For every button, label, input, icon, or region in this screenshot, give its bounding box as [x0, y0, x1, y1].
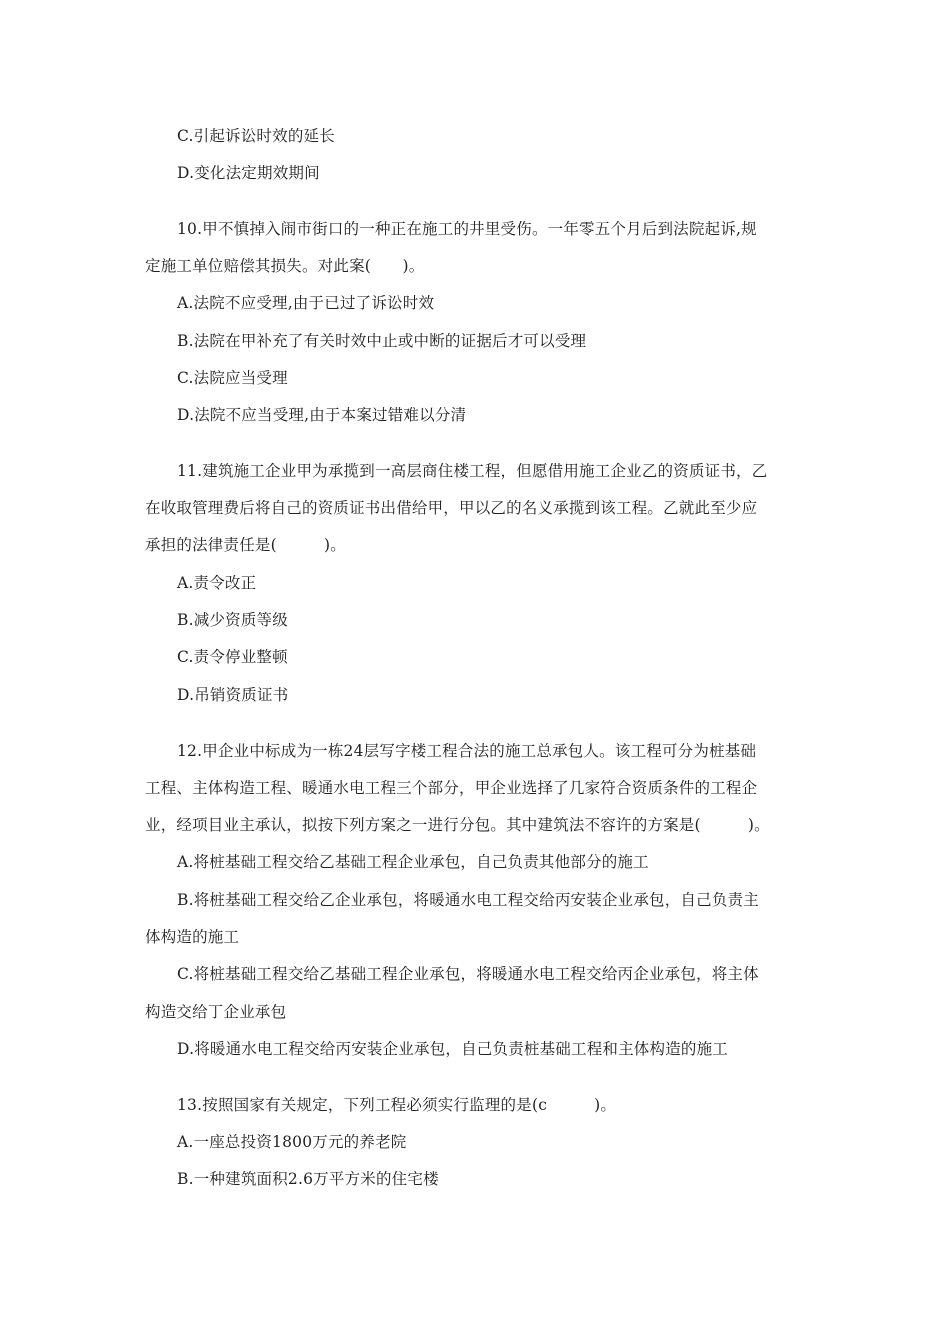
q11-option-b: B.减少资质等级: [177, 611, 288, 629]
q12-stem-line-2: 工程、主体构造工程、暖通水电工程三个部分，甲企业选择了几家符合资质条件的工程企: [145, 779, 758, 797]
q12-option-b-line-1: B.将桩基础工程交给乙企业承包，将暖通水电工程交给丙安装企业承包，自己负责主: [177, 891, 759, 909]
q12-option-c-line-2: 构造交给丁企业承包: [145, 1003, 287, 1021]
q11-stem-line-2: 在收取管理费后将自己的资质证书出借给甲，甲以乙的名义承揽到该工程。乙就此至少应: [145, 499, 758, 517]
q9-option-c: C.引起诉讼时效的延长: [177, 127, 335, 145]
q12-option-a: A.将桩基础工程交给乙基础工程企业承包，自己负责其他部分的施工: [177, 853, 649, 871]
q9-option-d: D.变化法定期效期间: [177, 164, 320, 182]
q12-option-c-line-1: C.将桩基础工程交给乙基础工程企业承包，将暖通水电工程交给丙企业承包，将主体: [177, 965, 759, 983]
q10-option-b: B.法院在甲补充了有关时效中止或中断的证据后才可以受理: [177, 332, 587, 350]
q11-stem-line-1: 11.建筑施工企业甲为承揽到一高层商住楼工程，但愿借用施工企业乙的资质证书，乙: [177, 462, 768, 480]
q13-stem-line-1: 13.按照国家有关规定，下列工程必须实行监理的是(c )。: [177, 1096, 617, 1114]
q11-option-a: A.责令改正: [177, 574, 257, 592]
q12-stem-line-1: 12.甲企业中标成为一栋24层写字楼工程合法的施工总承包人。该工程可分为桩基础: [177, 742, 757, 760]
q13-option-b: B.一种建筑面积2.6万平方米的住宅楼: [177, 1170, 439, 1188]
q12-option-b-line-2: 体构造的施工: [145, 928, 240, 946]
q10-option-c: C.法院应当受理: [177, 369, 288, 387]
q12-stem-line-3: 业，经项目业主承认，拟按下列方案之一进行分包。其中建筑法不容许的方案是( )。: [145, 816, 770, 834]
q10-option-a: A.法院不应受理,由于已过了诉讼时效: [177, 294, 435, 312]
q11-option-d: D.吊销资质证书: [177, 686, 289, 704]
q13-option-a: A.一座总投资1800万元的养老院: [177, 1133, 407, 1151]
q11-stem-line-3: 承担的法律责任是( )。: [145, 536, 346, 554]
q10-stem-line-1: 10.甲不慎掉入闹市街口的一种正在施工的井里受伤。一年零五个月后到法院起诉,规: [177, 220, 757, 238]
q10-stem-line-2: 定施工单位赔偿其损失。对此案( )。: [145, 257, 425, 275]
q12-option-d: D.将暖通水电工程交给丙安装企业承包，自己负责桩基础工程和主体构造的施工: [177, 1040, 729, 1058]
q11-option-c: C.责令停业整顿: [177, 648, 288, 666]
q10-option-d: D.法院不应当受理,由于本案过错难以分清: [177, 406, 467, 424]
